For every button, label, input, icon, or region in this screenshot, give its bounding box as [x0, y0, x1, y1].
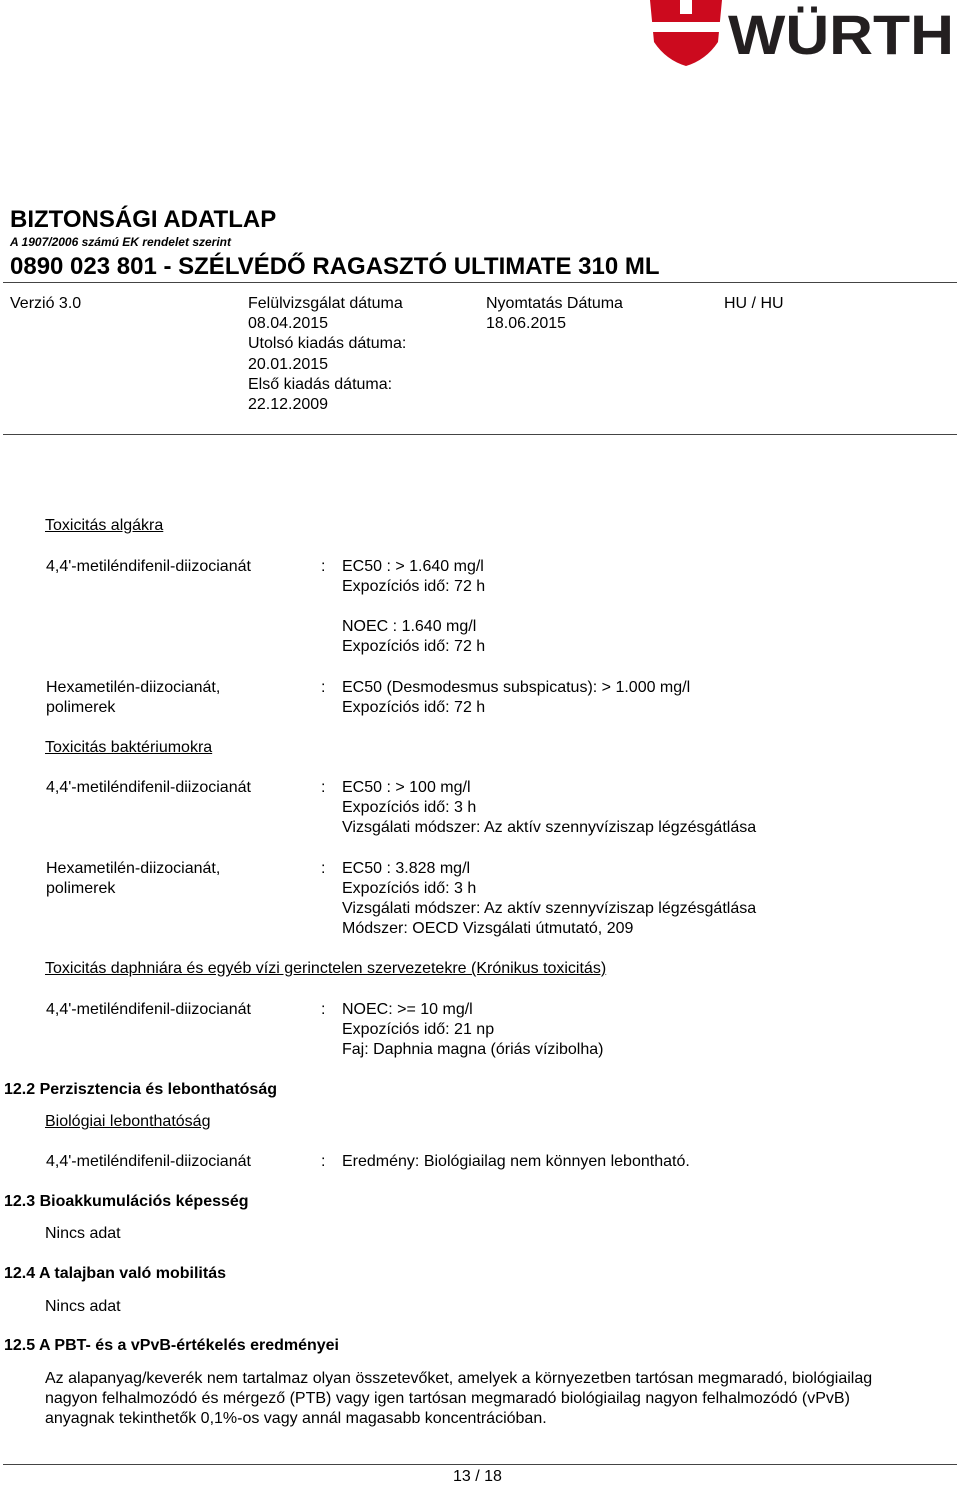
- revision-label: Felülvizsgálat dátuma: [248, 295, 403, 312]
- header-divider-bottom: [3, 434, 957, 435]
- regulation-subtitle: A 1907/2006 számú EK rendelet szerint: [10, 235, 231, 249]
- algae-row1-label: 4,4'-metiléndifenil-diizocianát: [46, 558, 251, 575]
- first-issue-date: 22.12.2009: [248, 396, 329, 414]
- first-issue-label: Első kiadás dátuma:: [248, 375, 393, 393]
- header-divider-top: [3, 282, 957, 283]
- last-issue-date: 20.01.2015: [248, 355, 329, 373]
- version: Verzió 3.0: [10, 295, 82, 312]
- biodegradability-heading: Biológiai lebonthatóság: [45, 1113, 211, 1130]
- section-12-3-heading: 12.3 Bioakkumulációs képesség: [4, 1193, 249, 1210]
- last-issue-label: Utolsó kiadás dátuma:: [248, 335, 407, 353]
- daphnia-row1-value: NOEC: >= 10 mg/l Expozíciós idő: 21 np Faj: Daphnia magna (óriás vízibolha): [342, 1001, 604, 1058]
- colon: :: [321, 1001, 326, 1018]
- algae-row1-noec: NOEC : 1.640 mg/l Expozíciós idő: 72 h: [342, 618, 486, 655]
- section-12-5-heading: 12.5 A PBT- és a vPvB-értékelés eredményei: [4, 1337, 339, 1354]
- bacteria-row2-label: Hexametilén-diizocianát, polimerek: [46, 860, 221, 897]
- algae-row2-label: Hexametilén-diizocianát, polimerek: [46, 679, 221, 716]
- print-date: 18.06.2015: [486, 315, 567, 333]
- biodeg-row-value: Eredmény: Biológiailag nem könnyen lebontható.: [342, 1153, 690, 1170]
- print-label: Nyomtatás Dátuma: [486, 295, 623, 312]
- bacteria-row1-value: EC50 : > 100 mg/l Expozíciós idő: 3 h Vizsgálati módszer: Az aktív szennyvíziszap légzésgátlása: [342, 779, 757, 836]
- colon: :: [321, 679, 326, 696]
- product-title: 0890 023 801 - SZÉLVÉDŐ RAGASZTÓ ULTIMATE 310 ML: [10, 253, 660, 280]
- algae-heading: Toxicitás algákra: [45, 517, 164, 534]
- colon: :: [321, 558, 326, 575]
- revision-dates: [248, 294, 406, 415]
- colon: :: [321, 860, 326, 877]
- revision-date: 08.04.2015: [248, 315, 329, 333]
- document-title: BIZTONSÁGI ADATLAP: [10, 206, 277, 233]
- colon: :: [321, 779, 326, 796]
- footer-divider: [3, 1464, 957, 1465]
- section-12-4-text: Nincs adat: [45, 1298, 121, 1315]
- logo-wordmark: WÜRTH: [728, 3, 954, 66]
- logo-mark: [650, 0, 722, 66]
- section-12-2-heading: 12.2 Perzisztencia és lebonthatóság: [4, 1081, 277, 1098]
- bacteria-row1-label: 4,4'-metiléndifenil-diizocianát: [46, 779, 251, 796]
- daphnia-heading: Toxicitás daphniára és egyéb vízi gerinctelen szervezetekre (Krónikus toxicitás): [45, 960, 607, 977]
- language: HU / HU: [724, 295, 784, 312]
- page-number: 13 / 18: [453, 1468, 502, 1485]
- daphnia-row1-label: 4,4'-metiléndifenil-diizocianát: [46, 1001, 251, 1018]
- colon: :: [321, 1153, 326, 1170]
- logo-mark-bar: [648, 22, 724, 32]
- algae-row2-value: EC50 (Desmodesmus subspicatus): > 1.000 mg/l Expozíciós idő: 72 h: [342, 679, 691, 716]
- section-12-3-text: Nincs adat: [45, 1225, 121, 1242]
- algae-row1-value: EC50 : > 1.640 mg/l Expozíciós idő: 72 h: [342, 558, 486, 595]
- section-12-5-text: Az alapanyag/keverék nem tartalmaz olyan összetevőket, amelyek a környezetben tartósan megmaradó, biológiailag nagyon felhalmozódó és mérgező (PTB) vagy igen tartósan megmaradó biológiailag nagyon felhalmozódó (vPvB) anyagnak tekinthetők 0,1%-os vagy annál magasabb koncentrációban.: [45, 1370, 873, 1427]
- section-12-4-heading: 12.4 A talajban való mobilitás: [4, 1265, 226, 1282]
- bacteria-row2-value: EC50 : 3.828 mg/l Expozíciós idő: 3 h Vizsgálati módszer: Az aktív szennyvíziszap légzésgátlása Módszer: OECD Vizsgálati útmutató, 209: [342, 860, 757, 937]
- print-date-block: [486, 294, 623, 334]
- biodeg-row-label: 4,4'-metiléndifenil-diizocianát: [46, 1153, 251, 1170]
- wurth-logo: [646, 0, 958, 70]
- bacteria-heading: Toxicitás baktériumokra: [45, 739, 213, 756]
